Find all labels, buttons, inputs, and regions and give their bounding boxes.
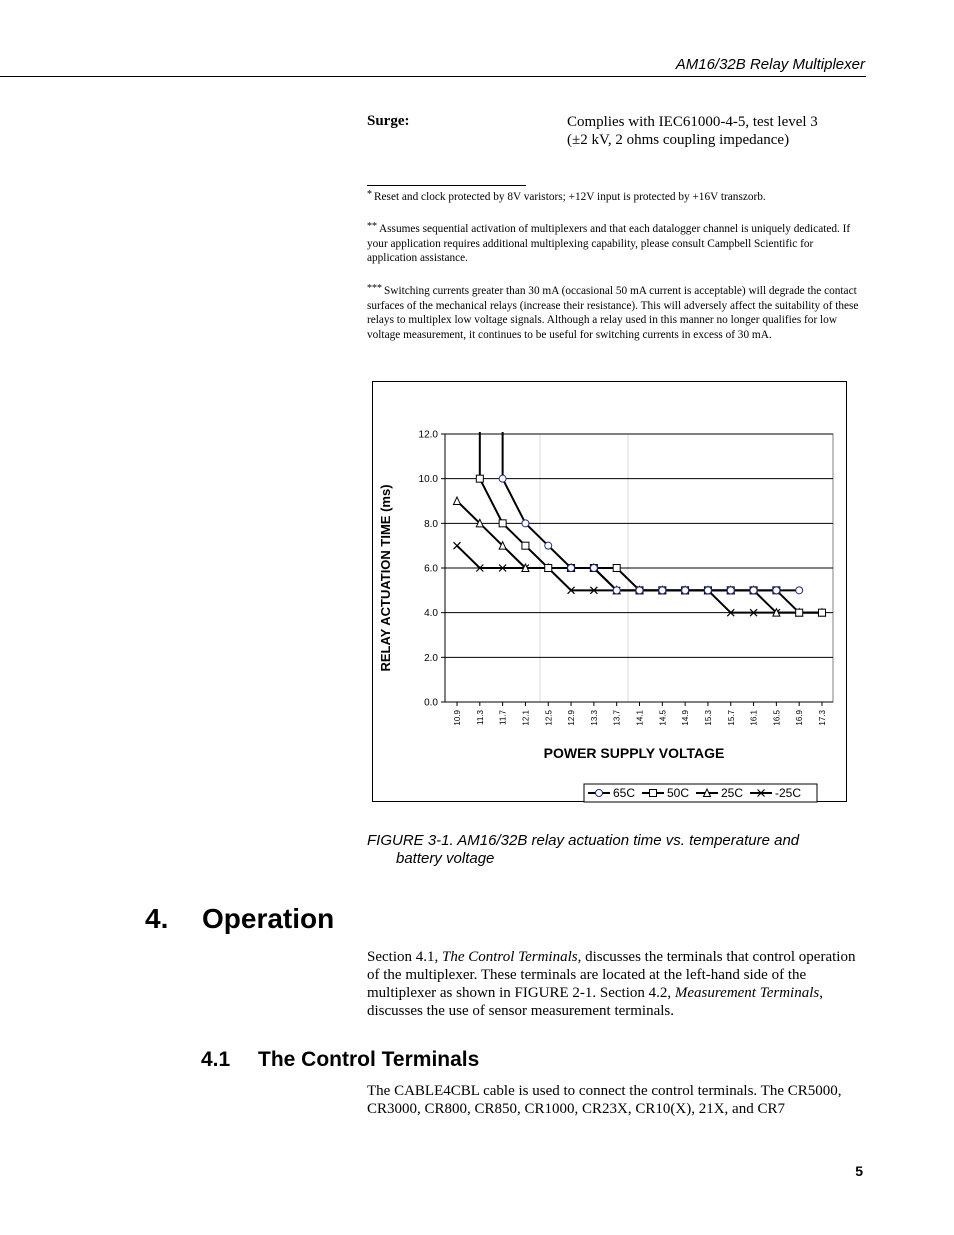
- y-axis-title: RELAY ACTUATION TIME (ms): [378, 484, 393, 672]
- running-header: AM16/32B Relay Multiplexer: [675, 56, 865, 73]
- x-tick-label: 12.9: [567, 710, 577, 726]
- series-65c-point: [682, 587, 689, 594]
- series-65c-point: [773, 587, 780, 594]
- surge-spec: [567, 113, 857, 149]
- subsection-number: 4.1: [201, 1048, 231, 1071]
- para-emphasis: The Control Terminals: [442, 949, 578, 965]
- x-tick-label: 13.7: [612, 710, 622, 726]
- series-65c-point: [545, 542, 552, 549]
- y-tick-label: 2.0: [424, 652, 438, 664]
- figure-3-1-chart: [372, 381, 847, 802]
- x-tick-label: 15.7: [726, 710, 736, 726]
- x-tick-label: 11.7: [498, 710, 508, 725]
- series-50c-point: [499, 520, 506, 527]
- series-65c-point: [796, 587, 803, 594]
- series-50c-point: [796, 609, 803, 616]
- surge-spec-line-2: (±2 kV, 2 ohms coupling impedance): [567, 132, 790, 148]
- footnote-text: Assumes sequential activation of multiplexers and that each datalogger channel is uniquely dedicated. If your application requires additional multiplexing capability, please consult Campbell Scientific for application assistance.: [367, 223, 851, 265]
- series-50c-point: [522, 542, 529, 549]
- x-tick-label: 16.1: [749, 710, 759, 726]
- y-tick-label: 4.0: [424, 608, 438, 620]
- x-tick-label: 14.1: [635, 710, 645, 726]
- y-tick-label: 6.0: [424, 563, 438, 575]
- legend-65c-marker: [596, 790, 603, 797]
- series-65c-point: [659, 587, 666, 594]
- footnote-text: Reset and clock protected by 8V varistors; +12V input is protected by +16V transzorb.: [374, 191, 766, 203]
- y-tick-label: 0.0: [424, 697, 438, 709]
- footnote-text: Switching currents greater than 30 mA (occasional 50 mA current is acceptable) will degrade the contact surfaces of the mechanical relays (increase their resistance). This will adversely affect the suitability of these relays to multiplex low voltage signals. Although a relay used in this manner no longer qualifies for low voltage measurement, it continues to be useful for switching currents in excess of 30 mA.: [367, 285, 859, 341]
- x-tick-label: 12.5: [544, 710, 554, 726]
- series-65c-point: [568, 565, 575, 572]
- page-number: 5: [855, 1163, 863, 1179]
- x-tick-label: 15.3: [703, 710, 713, 726]
- footnote-1: [367, 188, 862, 205]
- series-65c-point: [727, 587, 734, 594]
- x-tick-label: 17.3: [818, 710, 827, 726]
- x-tick-label: 16.9: [795, 710, 805, 726]
- legend-25c-label: 25C: [721, 786, 744, 800]
- legend-50c-marker: [650, 790, 657, 797]
- y-tick-label: 8.0: [424, 518, 438, 530]
- para-text: Section 4.1,: [367, 949, 442, 965]
- surge-label: Surge:: [367, 113, 410, 129]
- legend-25c-label: -25C: [775, 786, 802, 800]
- series-65c-point: [499, 475, 506, 482]
- footnote-mark: *: [367, 189, 372, 200]
- section-number: 4.: [145, 903, 169, 934]
- para-emphasis: Measurement Terminals: [674, 985, 820, 1001]
- series-65c-point: [750, 587, 757, 594]
- footnote-2: [367, 220, 862, 266]
- series-50c-point: [545, 565, 552, 572]
- x-tick-label: 11.3: [475, 710, 485, 725]
- series-65c-point: [590, 565, 597, 572]
- series-65c-point: [613, 587, 620, 594]
- subsection-title: The Control Terminals: [258, 1048, 480, 1071]
- figure-caption-line-1: FIGURE 3-1. AM16/32B relay actuation time vs. temperature and: [367, 832, 800, 849]
- series-65c-point: [636, 587, 643, 594]
- y-tick-label: 12.0: [418, 429, 438, 441]
- x-tick-label: 14.5: [658, 710, 668, 726]
- x-tick-label: 14.9: [681, 710, 691, 726]
- series-65c-point: [704, 587, 711, 594]
- series-50c-point: [613, 565, 620, 572]
- footnote-rule: [367, 185, 526, 186]
- chart-svg: [373, 382, 848, 803]
- footnote-mark: **: [367, 221, 377, 232]
- x-axis-title: POWER SUPPLY VOLTAGE: [543, 745, 725, 761]
- surge-spec-line-1: Complies with IEC61000-4-5, test level 3: [567, 114, 818, 130]
- x-tick-label: 16.5: [772, 710, 782, 726]
- figure-caption: [367, 832, 847, 868]
- figure-caption-line-2: battery voltage: [396, 850, 495, 867]
- x-tick-label: 13.3: [589, 710, 599, 726]
- header-rule: [0, 76, 866, 77]
- series-65c-point: [522, 520, 529, 527]
- section-paragraph: [367, 948, 859, 1020]
- para-text: , discusses the use of sensor measurement terminals.: [367, 985, 823, 1019]
- footnote-mark: ***: [367, 283, 382, 294]
- y-tick-label: 10.0: [418, 474, 438, 486]
- series-50c-point: [476, 475, 483, 482]
- subsection-paragraph: The CABLE4CBL cable is used to connect the control terminals. The CR5000, CR3000, CR800, CR850, CR1000, CR23X, CR10(X), 21X, and CR7: [367, 1083, 842, 1117]
- footnote-3: [367, 282, 862, 342]
- para-text: , discusses the terminals that control operation of the multiplexer. These terminals are located at the left-hand side of the multiplexer as shown in FIGURE 2-1. Section 4.2,: [367, 949, 856, 1001]
- legend-50c-label: 50C: [667, 786, 690, 800]
- series-50c-point: [819, 609, 826, 616]
- x-tick-label: 10.9: [453, 710, 462, 726]
- section-title: Operation: [202, 903, 335, 934]
- x-tick-label: 12.1: [521, 710, 531, 726]
- legend-65c-label: 65C: [613, 786, 636, 800]
